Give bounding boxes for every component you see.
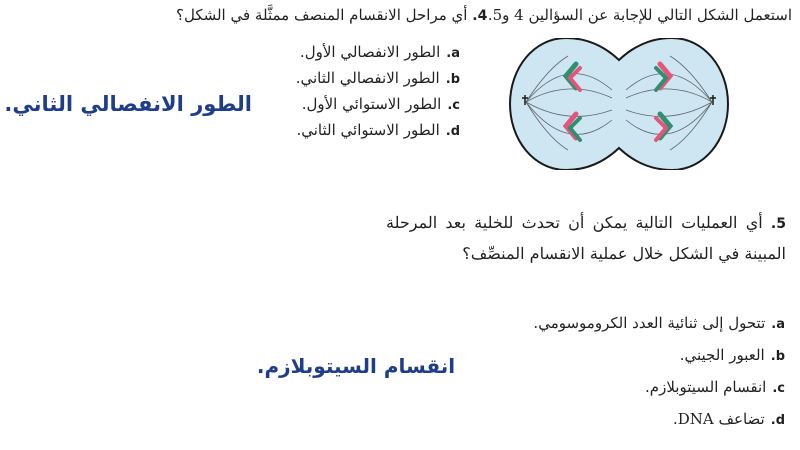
q4-option-d bbox=[288, 118, 460, 144]
question-5 bbox=[386, 208, 786, 268]
option-text: انقسام السيتوبلازم. bbox=[645, 378, 767, 396]
option-text: الطور الاستوائي الأول. bbox=[301, 95, 442, 113]
q5-option-b bbox=[480, 340, 785, 372]
option-text: العبور الجيني. bbox=[679, 346, 765, 364]
question-4 bbox=[176, 6, 487, 24]
q5-option-a bbox=[480, 308, 785, 340]
option-letter: d. bbox=[770, 413, 785, 428]
option-text: تتحول إلى ثنائية العدد الكروموسومي. bbox=[533, 314, 766, 332]
question-4-text: أي مراحل الانقسام المنصف ممثَّلة في الشكل؟ bbox=[176, 6, 468, 24]
option-letter: a. bbox=[771, 317, 785, 332]
question-4-handwritten-answer: الطور الانفصالي الثاني. bbox=[4, 92, 252, 116]
question-5-number: 5. bbox=[770, 216, 786, 232]
q4-option-b bbox=[288, 66, 460, 92]
option-letter: b. bbox=[445, 72, 460, 87]
instruction-text: استعمل الشكل التالي للإجابة عن السؤالين 4 و5. bbox=[487, 6, 792, 24]
option-letter: b. bbox=[770, 349, 785, 364]
option-text: الطور الانفصالي الأول. bbox=[299, 43, 441, 61]
option-letter: c. bbox=[447, 98, 460, 113]
question-4-number: 4. bbox=[472, 8, 488, 24]
q5-option-c bbox=[480, 372, 785, 404]
q4-option-c bbox=[288, 92, 460, 118]
question-4-options bbox=[288, 40, 460, 144]
q5-option-d bbox=[480, 404, 785, 436]
meiosis-cell-diagram-icon bbox=[508, 38, 730, 170]
question-5-options bbox=[480, 308, 785, 436]
option-letter: c. bbox=[772, 381, 785, 396]
cell-membrane bbox=[510, 38, 728, 170]
option-text: تضاعف DNA. bbox=[672, 410, 765, 428]
option-letter: d. bbox=[445, 124, 460, 139]
question-5-handwritten-answer: انقسام السيتوبلازم. bbox=[256, 354, 456, 378]
question-5-text: أي العمليات التالية يمكن أن تحدث للخلية بعد المرحلة المبينة في الشكل خلال عملية الانقسام المنصِّف؟ bbox=[386, 213, 786, 263]
option-text: الطور الانفصالي الثاني. bbox=[295, 69, 440, 87]
option-letter: a. bbox=[446, 46, 460, 61]
q4-option-a bbox=[288, 40, 460, 66]
option-text: الطور الاستوائي الثاني. bbox=[296, 121, 440, 139]
